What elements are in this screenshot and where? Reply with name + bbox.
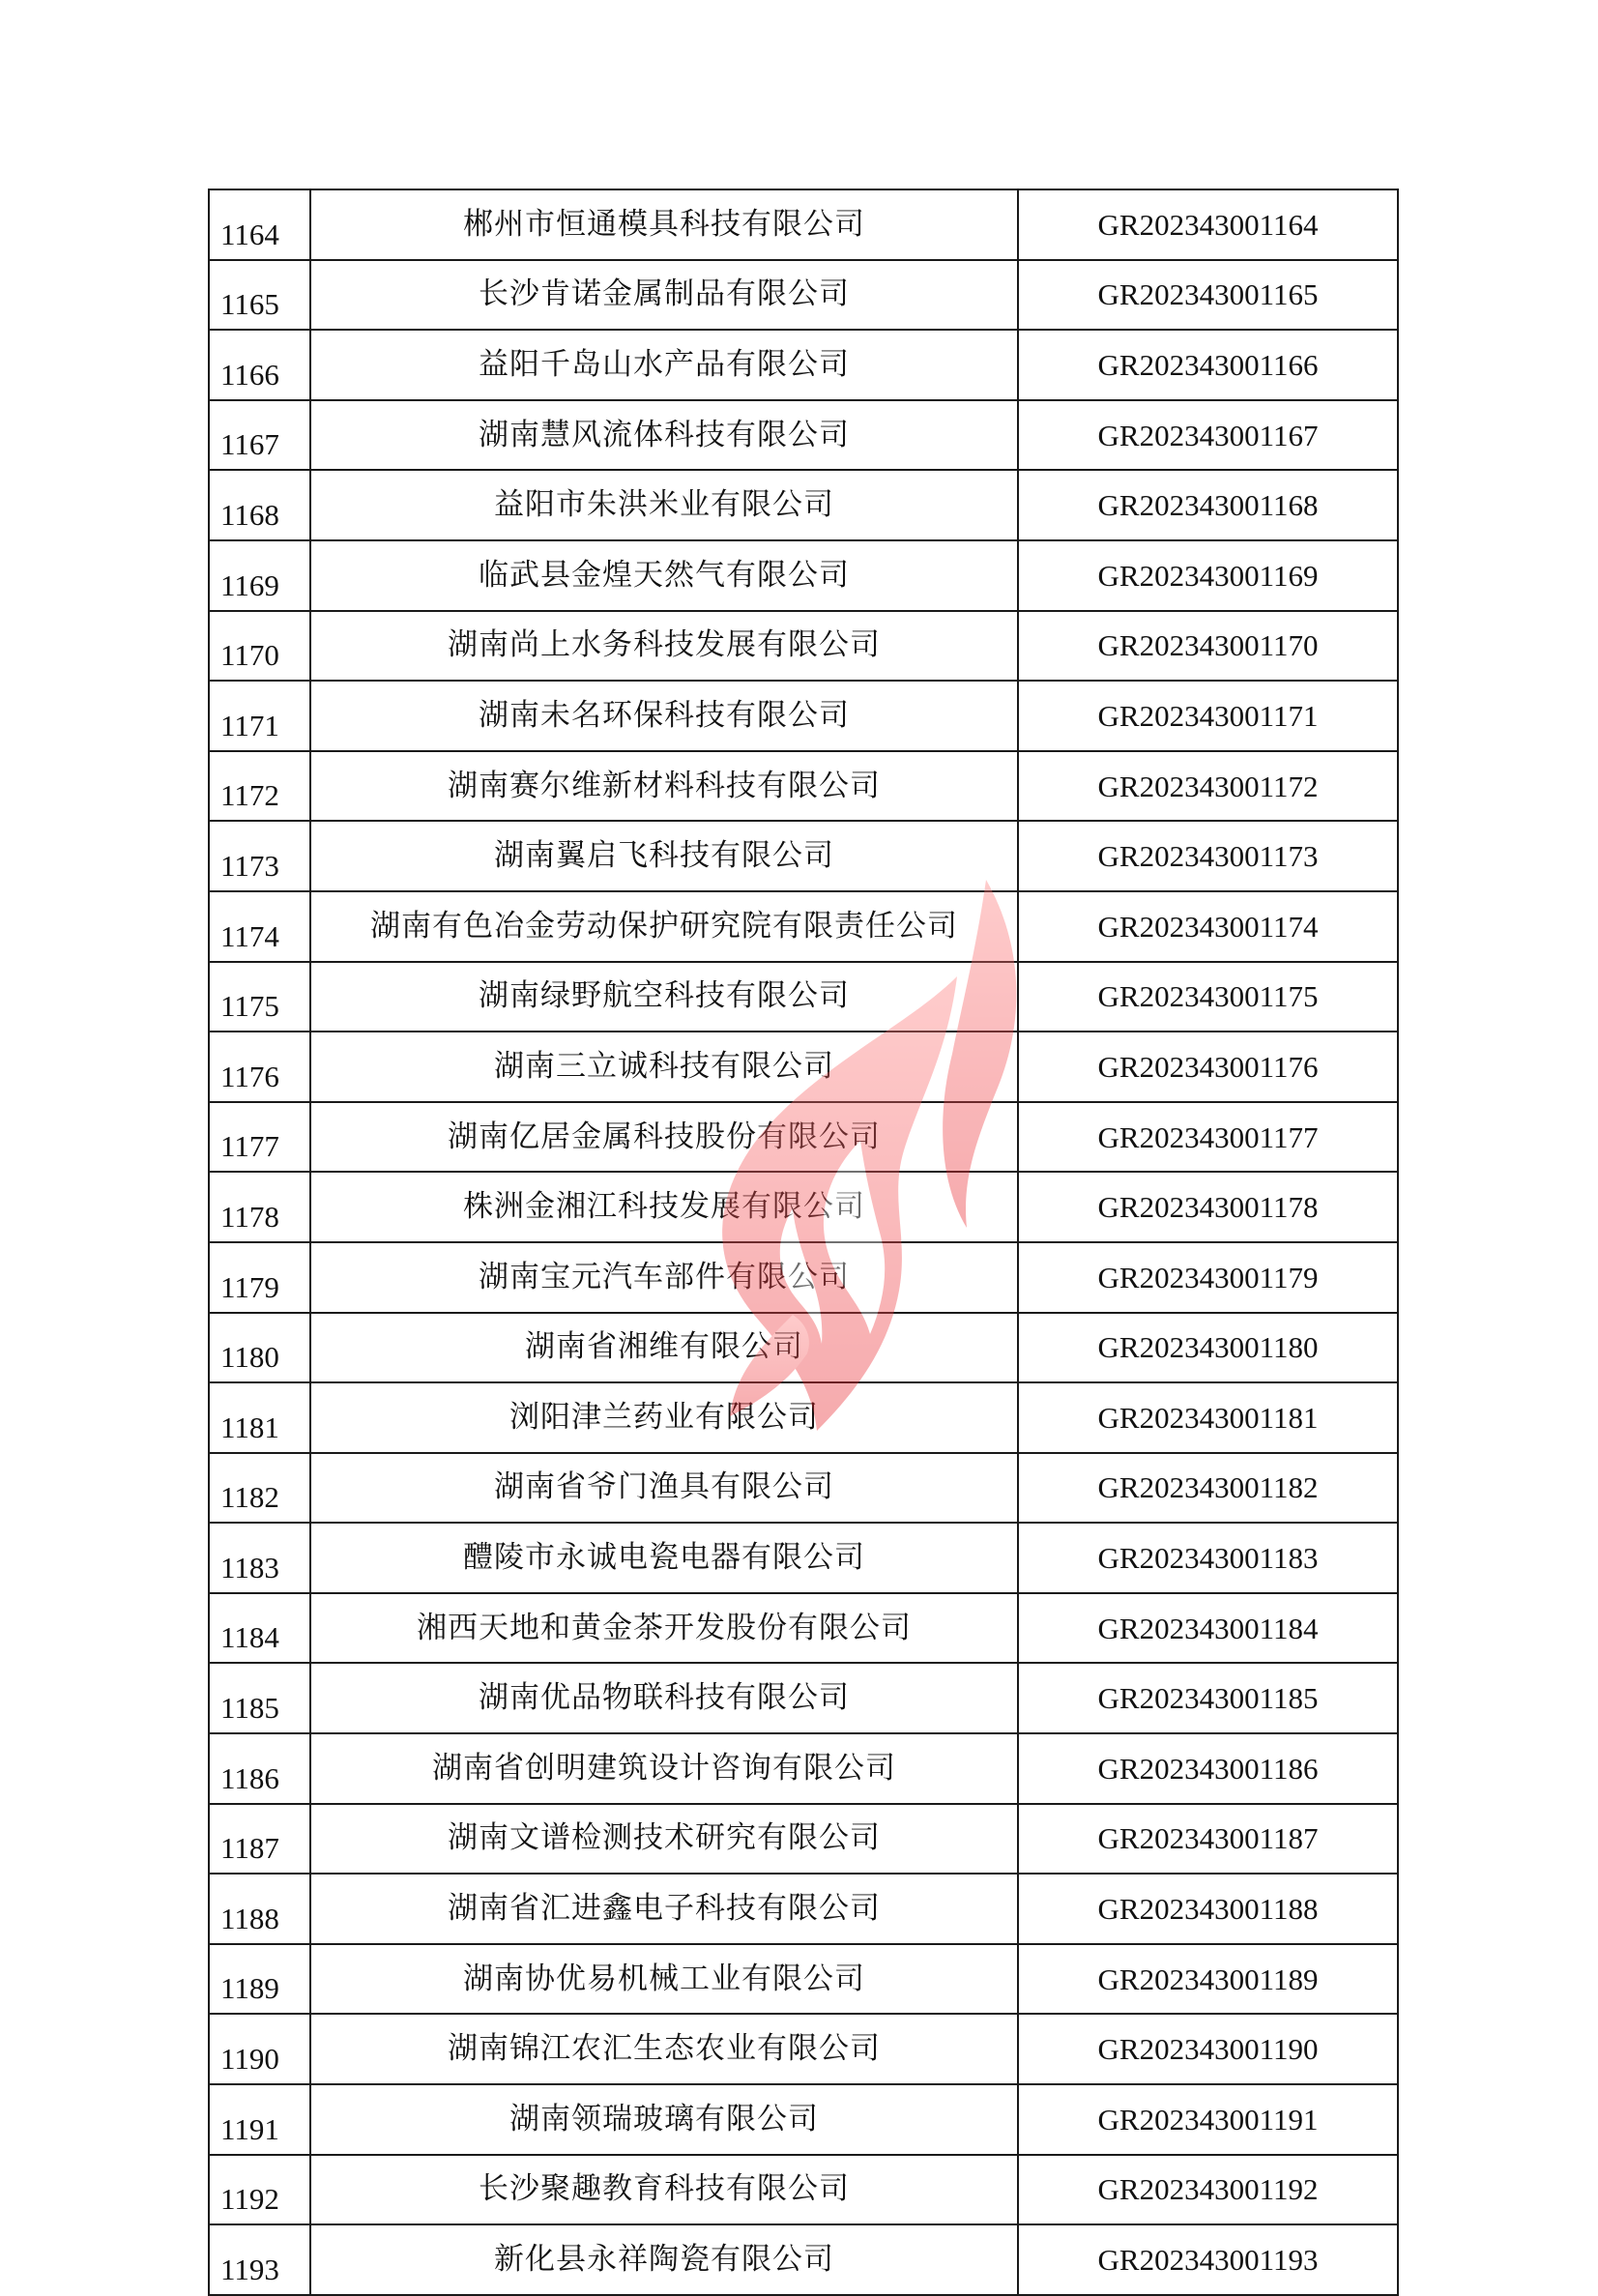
- certificate-code: GR202343001190: [1018, 2014, 1398, 2084]
- table-row: [209, 470, 1398, 540]
- table-row: [209, 1382, 1398, 1453]
- row-number: 1165: [209, 260, 310, 331]
- table-row: [209, 1032, 1398, 1102]
- certificate-code: GR202343001178: [1018, 1172, 1398, 1242]
- row-number: 1181: [209, 1382, 310, 1453]
- company-name: 湖南尚上水务科技发展有限公司: [310, 611, 1018, 682]
- certificate-code: GR202343001173: [1018, 821, 1398, 891]
- company-name: 湖南省湘维有限公司: [310, 1313, 1018, 1383]
- table-row: [209, 260, 1398, 331]
- certificate-code: GR202343001170: [1018, 611, 1398, 682]
- table-row: [209, 1804, 1398, 1875]
- certificate-code: GR202343001180: [1018, 1313, 1398, 1383]
- row-number: 1191: [209, 2084, 310, 2155]
- company-name: 长沙聚趣教育科技有限公司: [310, 2155, 1018, 2225]
- company-name: 新化县永祥陶瓷有限公司: [310, 2224, 1018, 2295]
- company-name: 湖南绿野航空科技有限公司: [310, 962, 1018, 1032]
- company-name: 湖南优品物联科技有限公司: [310, 1663, 1018, 1733]
- row-number: 1176: [209, 1032, 310, 1102]
- company-name: 湖南宝元汽车部件有限公司: [310, 1242, 1018, 1313]
- table-row: [209, 400, 1398, 471]
- row-number: 1169: [209, 540, 310, 611]
- certificate-code: GR202343001171: [1018, 681, 1398, 751]
- row-number: 1174: [209, 891, 310, 962]
- company-name: 醴陵市永诚电瓷电器有限公司: [310, 1523, 1018, 1593]
- company-name: 湖南有色冶金劳动保护研究院有限责任公司: [310, 891, 1018, 962]
- certificate-code: GR202343001189: [1018, 1944, 1398, 2015]
- certificate-code: GR202343001192: [1018, 2155, 1398, 2225]
- table-row: [209, 1102, 1398, 1173]
- table-row: [209, 189, 1398, 260]
- company-name: 湖南锦江农汇生态农业有限公司: [310, 2014, 1018, 2084]
- company-name: 湖南省汇进鑫电子科技有限公司: [310, 1874, 1018, 1944]
- table-row: [209, 1242, 1398, 1313]
- row-number: 1182: [209, 1453, 310, 1524]
- table-row: [209, 540, 1398, 611]
- company-name: 湖南省创明建筑设计咨询有限公司: [310, 1733, 1018, 1804]
- company-name: 湖南协优易机械工业有限公司: [310, 1944, 1018, 2015]
- certificate-code: GR202343001166: [1018, 330, 1398, 400]
- certificate-code: GR202343001176: [1018, 1032, 1398, 1102]
- table-row: [209, 1523, 1398, 1593]
- table-row: [209, 2084, 1398, 2155]
- certificate-code: GR202343001175: [1018, 962, 1398, 1032]
- company-name: 湖南省爷门渔具有限公司: [310, 1453, 1018, 1524]
- company-name: 郴州市恒通模具科技有限公司: [310, 189, 1018, 260]
- certificate-code: GR202343001179: [1018, 1242, 1398, 1313]
- row-number: 1190: [209, 2014, 310, 2084]
- company-name: 湖南亿居金属科技股份有限公司: [310, 1102, 1018, 1173]
- table-row: [209, 2155, 1398, 2225]
- company-name: 浏阳津兰药业有限公司: [310, 1382, 1018, 1453]
- company-name: 湖南领瑞玻璃有限公司: [310, 2084, 1018, 2155]
- table-row: [209, 1453, 1398, 1524]
- table-row: [209, 751, 1398, 822]
- company-name: 长沙肯诺金属制品有限公司: [310, 260, 1018, 331]
- table-row: [209, 821, 1398, 891]
- certificate-code: GR202343001182: [1018, 1453, 1398, 1524]
- row-number: 1171: [209, 681, 310, 751]
- row-number: 1172: [209, 751, 310, 822]
- row-number: 1185: [209, 1663, 310, 1733]
- row-number: 1166: [209, 330, 310, 400]
- table-row: [209, 1663, 1398, 1733]
- row-number: 1173: [209, 821, 310, 891]
- row-number: 1164: [209, 189, 310, 260]
- table-row: [209, 2014, 1398, 2084]
- row-number: 1187: [209, 1804, 310, 1875]
- company-name: 湖南三立诚科技有限公司: [310, 1032, 1018, 1102]
- table-row: [209, 1944, 1398, 2015]
- certificate-code: GR202343001165: [1018, 260, 1398, 331]
- certificate-code: GR202343001181: [1018, 1382, 1398, 1453]
- certificate-code: GR202343001168: [1018, 470, 1398, 540]
- row-number: 1168: [209, 470, 310, 540]
- row-number: 1189: [209, 1944, 310, 2015]
- row-number: 1177: [209, 1102, 310, 1173]
- row-number: 1175: [209, 962, 310, 1032]
- table-row: [209, 2224, 1398, 2295]
- row-number: 1192: [209, 2155, 310, 2225]
- certificate-code: GR202343001188: [1018, 1874, 1398, 1944]
- company-name: 湖南赛尔维新材料科技有限公司: [310, 751, 1018, 822]
- table-row: [209, 962, 1398, 1032]
- row-number: 1188: [209, 1874, 310, 1944]
- row-number: 1179: [209, 1242, 310, 1313]
- enterprise-table-body: [209, 189, 1398, 2295]
- company-name: 湖南未名环保科技有限公司: [310, 681, 1018, 751]
- row-number: 1186: [209, 1733, 310, 1804]
- company-name: 湖南翼启飞科技有限公司: [310, 821, 1018, 891]
- certificate-code: GR202343001191: [1018, 2084, 1398, 2155]
- certificate-code: GR202343001183: [1018, 1523, 1398, 1593]
- table-row: [209, 1172, 1398, 1242]
- certificate-code: GR202343001172: [1018, 751, 1398, 822]
- certificate-code: GR202343001193: [1018, 2224, 1398, 2295]
- row-number: 1167: [209, 400, 310, 471]
- certificate-code: GR202343001177: [1018, 1102, 1398, 1173]
- certificate-code: GR202343001184: [1018, 1593, 1398, 1664]
- enterprise-table: [208, 189, 1399, 2296]
- certificate-code: GR202343001167: [1018, 400, 1398, 471]
- certificate-code: GR202343001164: [1018, 189, 1398, 260]
- table-row: [209, 1593, 1398, 1664]
- table-row: [209, 1874, 1398, 1944]
- certificate-code: GR202343001169: [1018, 540, 1398, 611]
- table-row: [209, 891, 1398, 962]
- company-name: 湖南慧风流体科技有限公司: [310, 400, 1018, 471]
- certificate-code: GR202343001186: [1018, 1733, 1398, 1804]
- table-row: [209, 330, 1398, 400]
- certificate-code: GR202343001174: [1018, 891, 1398, 962]
- table-row: [209, 611, 1398, 682]
- company-name: 株洲金湘江科技发展有限公司: [310, 1172, 1018, 1242]
- row-number: 1184: [209, 1593, 310, 1664]
- row-number: 1178: [209, 1172, 310, 1242]
- row-number: 1183: [209, 1523, 310, 1593]
- certificate-code: GR202343001187: [1018, 1804, 1398, 1875]
- company-name: 益阳千岛山水产品有限公司: [310, 330, 1018, 400]
- row-number: 1193: [209, 2224, 310, 2295]
- certificate-code: GR202343001185: [1018, 1663, 1398, 1733]
- table-row: [209, 1733, 1398, 1804]
- table-row: [209, 1313, 1398, 1383]
- row-number: 1180: [209, 1313, 310, 1383]
- company-name: 临武县金煌天然气有限公司: [310, 540, 1018, 611]
- company-name: 益阳市朱洪米业有限公司: [310, 470, 1018, 540]
- company-name: 湘西天地和黄金茶开发股份有限公司: [310, 1593, 1018, 1664]
- table-row: [209, 681, 1398, 751]
- row-number: 1170: [209, 611, 310, 682]
- company-name: 湖南文谱检测技术研究有限公司: [310, 1804, 1018, 1875]
